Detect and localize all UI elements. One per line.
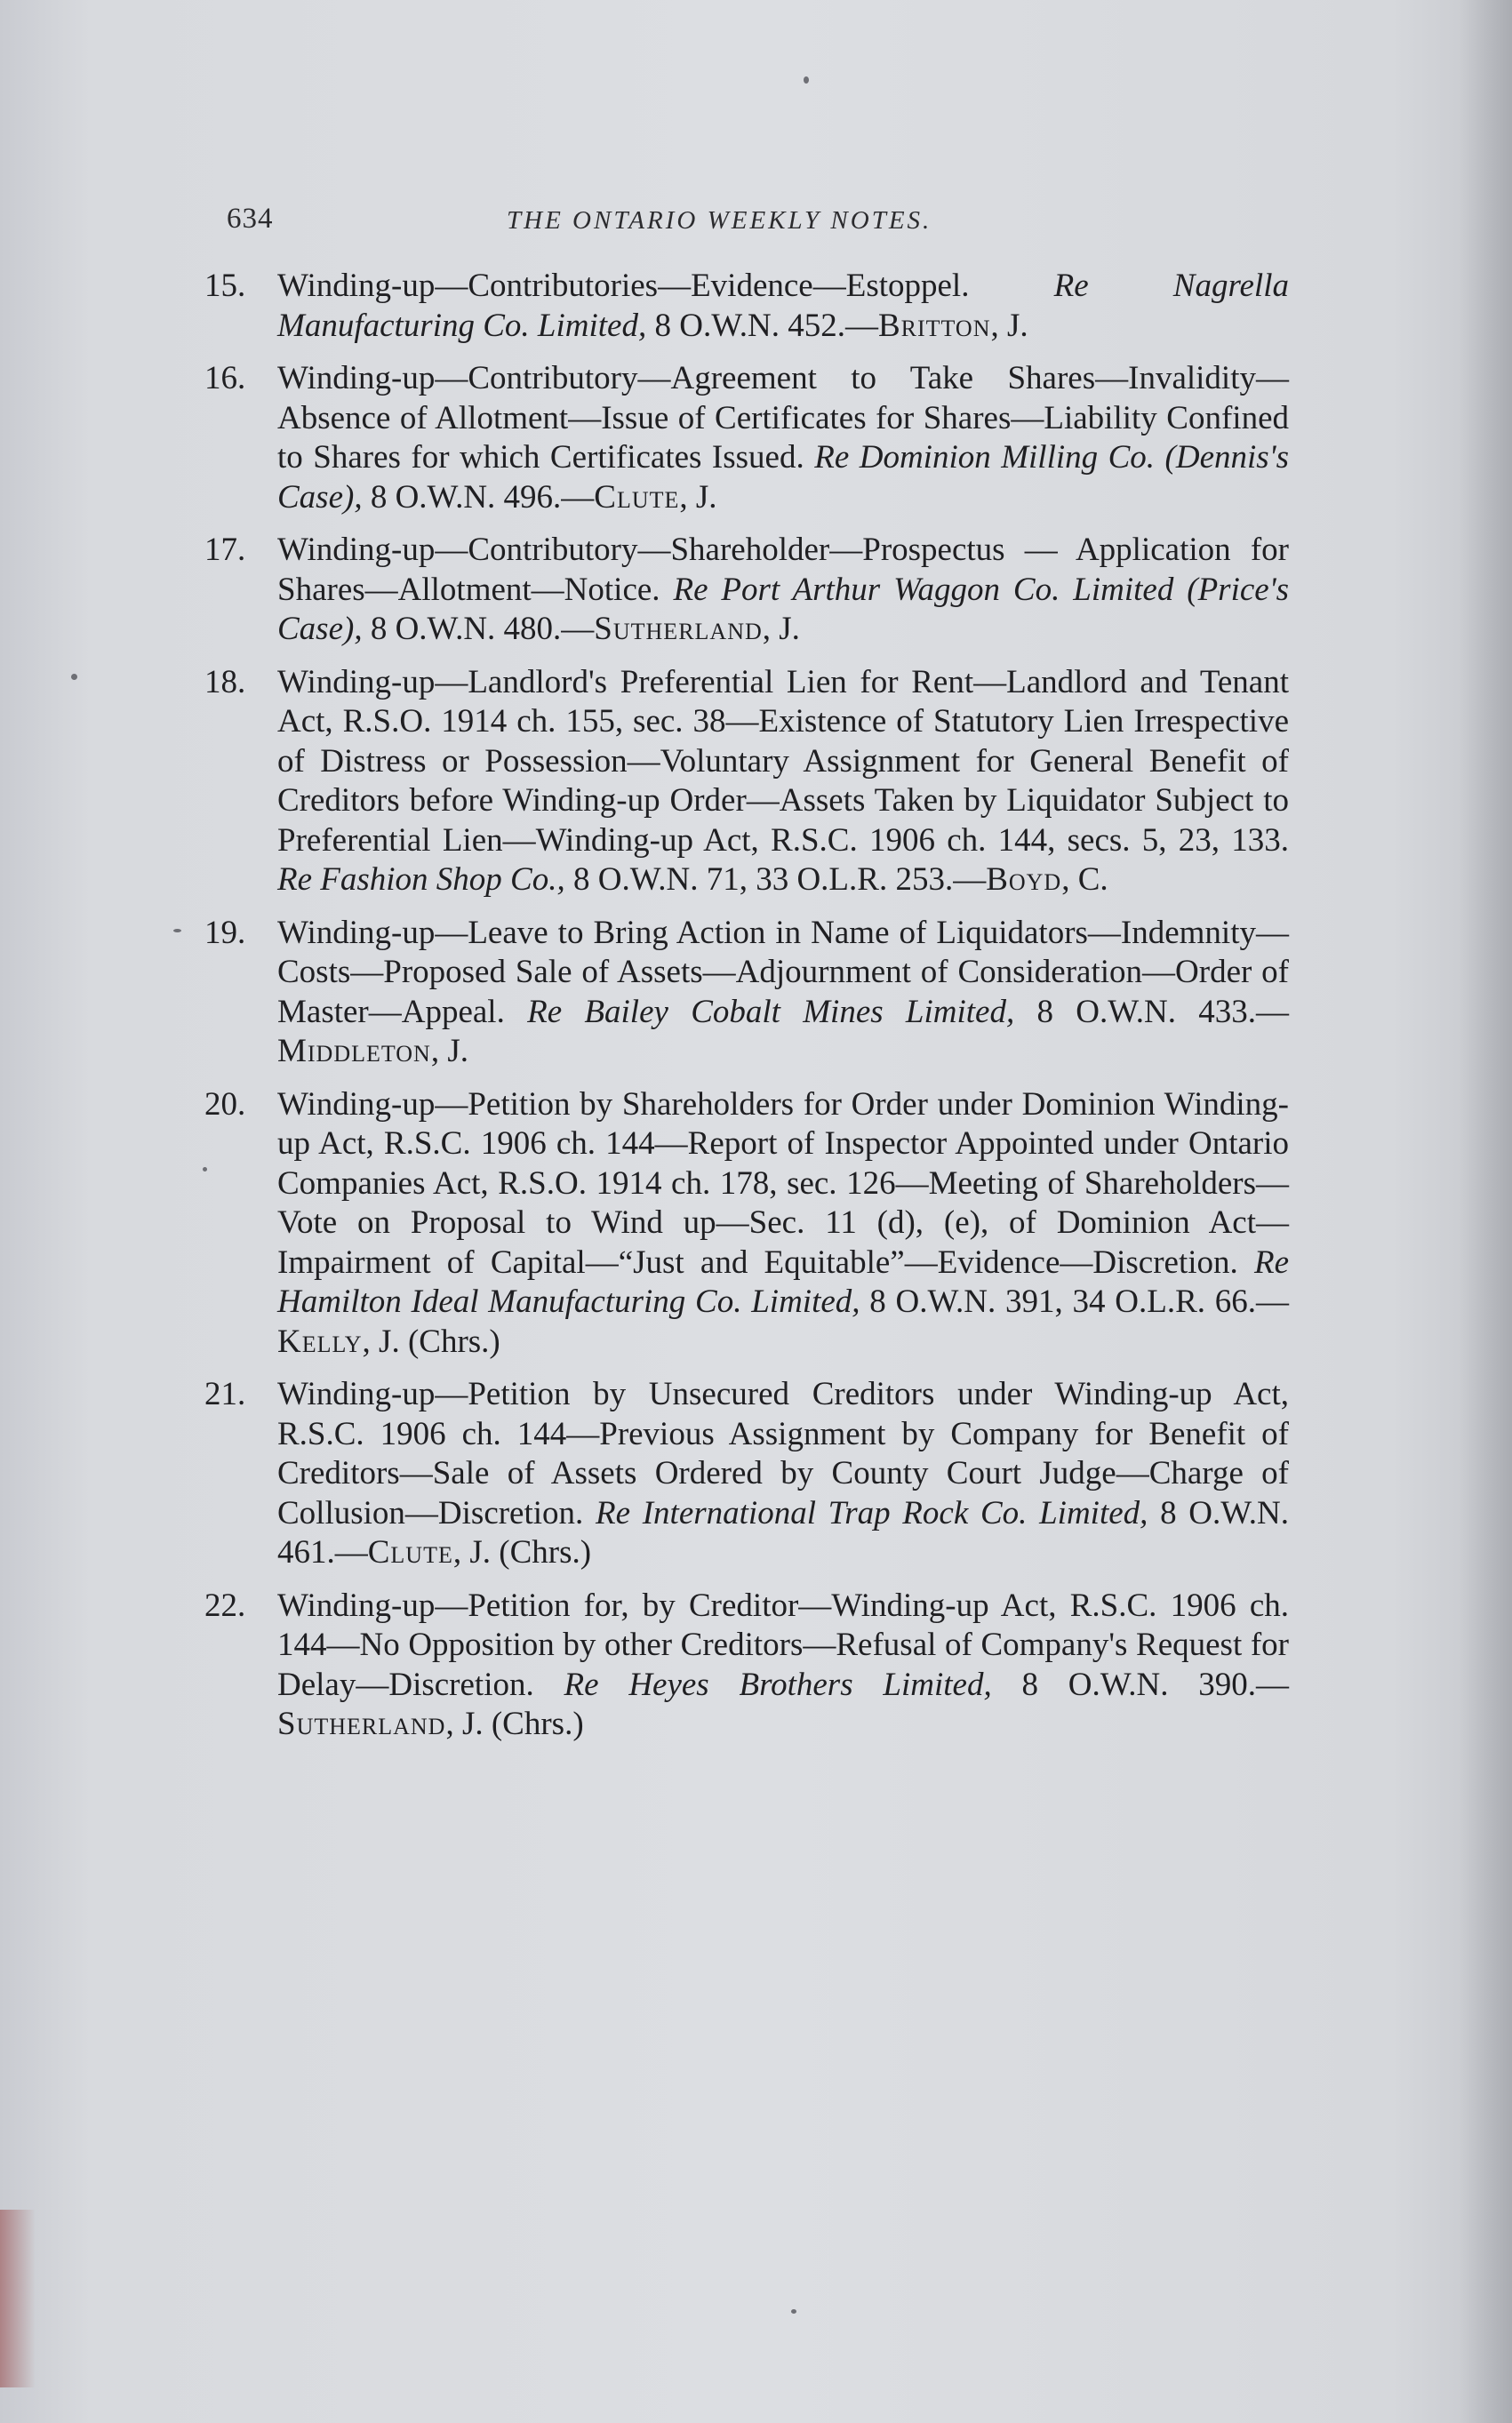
entry-number: 22.	[204, 1587, 246, 1624]
judge-suffix: , J. (Chrs.)	[452, 1534, 592, 1571]
entry-text: Winding-up—Leave to Bring Action in Name of Liquidators—Indemnity—Costs—Proposed Sale of Assets—Adjournment of Consideration—Order of Master—Appeal.	[277, 914, 1289, 1030]
page-number: 634	[227, 203, 274, 235]
judge-suffix: , J. (Chrs.)	[362, 1323, 500, 1360]
ink-speck	[71, 674, 77, 680]
judge-name: Clute	[594, 478, 680, 516]
case-name: Re Bailey Cobalt Mines Limited,	[527, 993, 1015, 1030]
judge-name: Boyd	[986, 861, 1062, 898]
case-name: Re Heyes Brothers Limited,	[564, 1666, 992, 1703]
entry-text: Winding-up—Petition for, by Creditor—Winding-up Act, R.S.C. 1906 ch. 144—No Opposition by other Creditors—Refusal of Company's Request for Delay—Discretion.	[277, 1587, 1289, 1703]
judge-suffix: , J.	[762, 611, 800, 647]
case-name: Re Port Arthur Waggon Co. Limited (Price's Case),	[277, 571, 1289, 647]
running-title: THE ONTARIO WEEKLY NOTES.	[507, 206, 932, 235]
judge-name: Clute	[367, 1534, 453, 1571]
citation: 8 O.W.N. 461.—	[277, 1494, 1290, 1571]
entry-text: Winding-up—Petition by Shareholders for Order under Dominion Winding-up Act, R.S.C. 1906 ch. 144—Report of Inspector Appointed under Ontario Companies Act, R.S.O. 1914 ch. 178, sec. 126—Meeting of Shareholders—Vote on Proposal to Wind up—Sec. 11 (d), (e), of Dominion Act—Impairment of Capital—“Just and Equitable”—Evidence—Discretion.	[277, 1085, 1289, 1281]
case-name: Re International Trap Rock Co. Limited,	[596, 1494, 1148, 1531]
entry-text: Winding-up—Landlord's Preferential Lien for Rent—Landlord and Tenant Act, R.S.O. 1914 ch. 155, sec. 38—Existence of Statutory Lien Irrespective of Distress or Possession—Voluntary Assignment for General Benefit of Creditors before Winding-up Order—Assets Taken by Liquidator Subject to Preferential Lien—Winding-up Act, R.S.C. 1906 ch. 144, secs. 5, 23, 133.	[277, 663, 1289, 859]
citation: 8 O.W.N. 390.—	[1021, 1666, 1290, 1703]
entry-text: Winding-up—Contributory—Shareholder—Prospectus — Application for Shares—Allotment—Notice.	[277, 532, 1289, 608]
citation: 8 O.W.N. 391, 34 O.L.R. 66.—	[869, 1283, 1289, 1320]
entry-number: 18.	[204, 663, 246, 700]
digest-entry	[204, 359, 1289, 517]
judge-suffix: , C.	[1061, 861, 1108, 898]
digest-entry	[204, 1375, 1289, 1573]
page-corner-stain	[0, 2210, 36, 2387]
entry-text: Winding-up—Contributory—Agreement to Take Shares—Invalidity—Absence of Allotment—Issue of Certificates for Shares—Liability Confined to Shares for which Certificates Issued.	[277, 360, 1289, 476]
entry-text: Winding-up—Contributories—Evidence—Estoppel.	[277, 268, 970, 304]
entry-number: 17.	[204, 532, 246, 568]
digest-entry	[204, 531, 1289, 650]
entry-number: 19.	[204, 914, 246, 951]
judge-suffix: , J.	[679, 478, 717, 516]
judge-suffix: , J.	[990, 307, 1028, 344]
judge-name: Sutherland	[594, 611, 763, 647]
citation: 8 O.W.N. 433.—	[1036, 993, 1290, 1030]
digest-entry	[204, 914, 1289, 1072]
judge-name: Sutherland	[277, 1706, 446, 1742]
page-header	[227, 203, 1284, 238]
case-name: Re Hamilton Ideal Manufacturing Co. Limited,	[277, 1243, 1289, 1320]
digest-entries	[204, 267, 1289, 1758]
entry-number: 20.	[204, 1085, 246, 1123]
ink-speck	[791, 2309, 796, 2314]
entry-text: Winding-up—Petition by Unsecured Creditors under Winding-up Act, R.S.C. 1906 ch. 144—Previous Assignment by Company for Benefit of Creditors—Sale of Assets Ordered by County Court Judge—Charge of Collusion—Discretion.	[277, 1376, 1289, 1531]
citation: 8 O.W.N. 452.—	[654, 307, 878, 344]
citation: 8 O.W.N. 480.—	[370, 611, 595, 647]
citation: 8 O.W.N. 71, 33 O.L.R. 253.—	[572, 861, 987, 898]
case-name: Re Fashion Shop Co.,	[277, 861, 565, 898]
judge-suffix: , J. (Chrs.)	[445, 1706, 584, 1742]
ink-speck	[173, 929, 181, 932]
entry-number: 21.	[204, 1376, 246, 1412]
binding-shadow	[1459, 0, 1512, 2423]
digest-entry	[204, 1587, 1289, 1745]
ink-speck	[804, 76, 809, 84]
entry-number: 15.	[204, 268, 246, 304]
digest-entry	[204, 1085, 1289, 1363]
citation: 8 O.W.N. 496.—	[370, 478, 595, 516]
case-name: Re Dominion Milling Co. (Dennis's Case),	[277, 439, 1289, 516]
digest-entry	[204, 663, 1289, 900]
entry-number: 16.	[204, 360, 246, 396]
judge-name: Kelly	[277, 1323, 363, 1360]
judge-suffix: , J.	[430, 1033, 468, 1069]
digest-entry	[204, 267, 1289, 346]
judge-name: Middleton	[277, 1033, 431, 1069]
judge-name: Britton	[877, 307, 991, 344]
case-name: Re Nagrella Manufacturing Co. Limited,	[277, 268, 1289, 344]
